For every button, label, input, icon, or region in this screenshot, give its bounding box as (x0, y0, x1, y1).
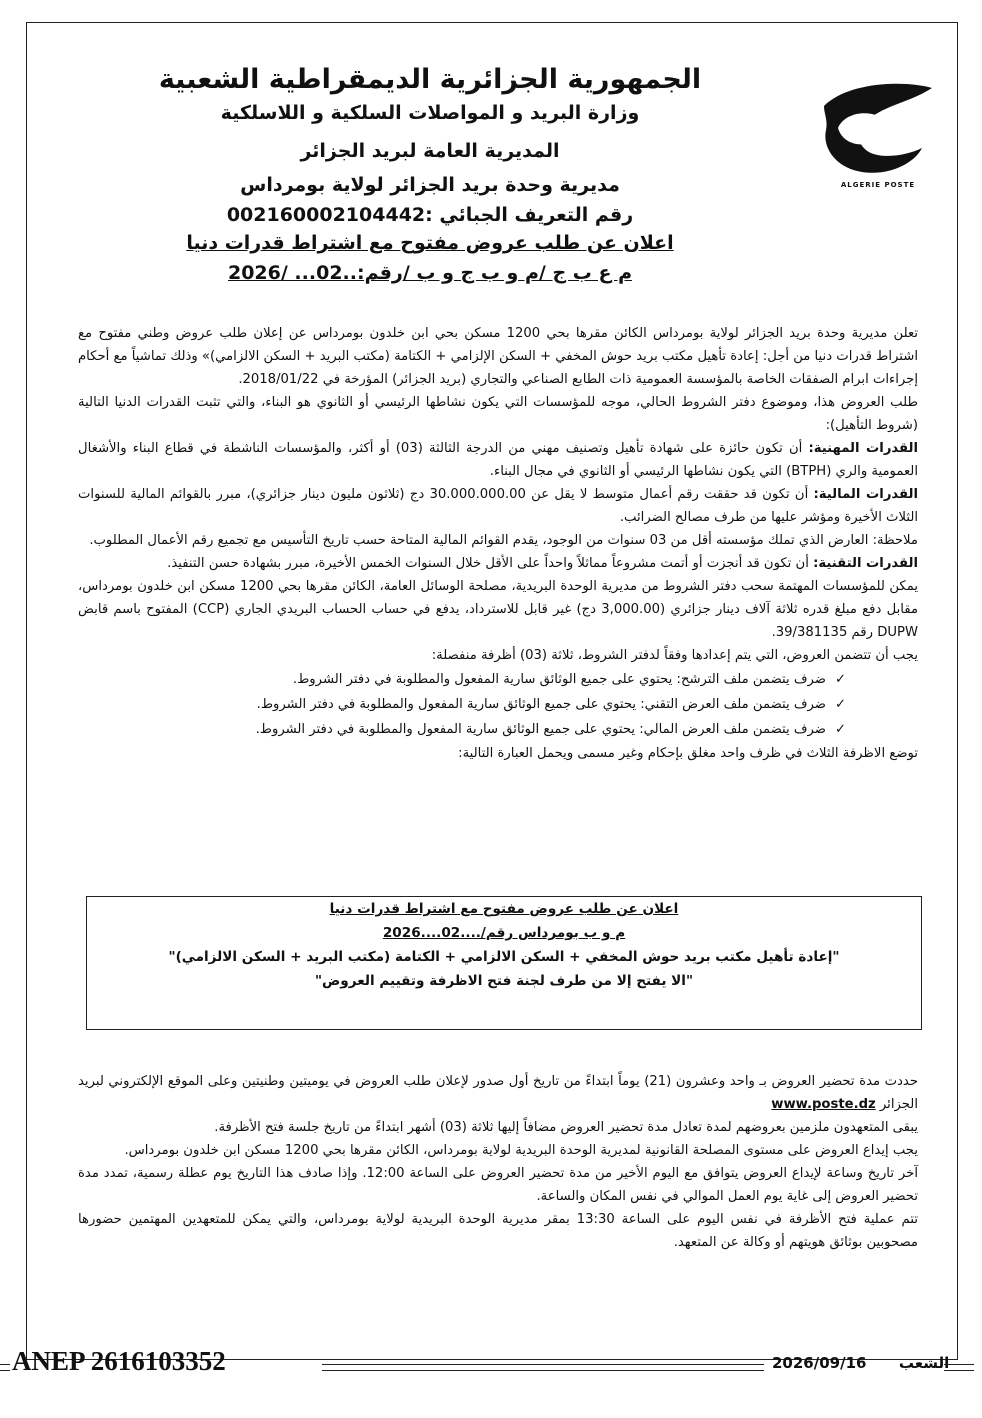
list-item (78, 717, 918, 742)
envelope-line-2: م و ب بومرداس رقم/....02....2026 (382, 925, 626, 941)
technical-capacity-label: القدرات التقنية: (813, 556, 918, 571)
directorate-general-title: المديرية العامة لبريد الجزائر (300, 140, 560, 162)
publication-date: 2026/09/16 (772, 1354, 867, 1372)
algerie-poste-logo (818, 78, 938, 198)
professional-capacity-label: القدرات المهنية: (808, 441, 919, 456)
preparation-period-paragraph (78, 1070, 918, 1116)
anep-number: ANEP 2616103352 (12, 1346, 226, 1376)
withdrawal-paragraph: يمكن للمؤسسات المهتمة سحب دفتر الشروط من مديرية الوحدة البريدية، مصلحة الوسائل العامة، الكائن مقرها بحي 1200 مسكن ابن خلدون بومرداس، مقابل دفع مبلغ قدره ثلاثة آلاف دينار جزائري (3,000.00 دج) غير قابل للاسترداد، يدفع في حساب الحساب البريدي الجاري (CCP) المفتوح باسم قابض DUPW رقم 39/381135. (78, 579, 919, 640)
check-icon: ✓ (834, 722, 846, 737)
preparation-period-text: حددت مدة تحضير العروض بـ واحد وعشرون (21) يوماً ابتداءً من تاريخ أول صدور لإعلان طلب العروض في يوميتين وطنيتين وعلى الموقع الإلكتروني لبريد الجزائر (78, 1074, 918, 1112)
check-icon: ✓ (834, 672, 846, 687)
financial-capacity-text: أن تكون قد حققت رقم أعمال متوسط لا يقل عن 30.000.000.00 دج (ثلاثون مليون دينار جزائري)، مبرر بالقوائم المالية للسنوات الثلاث الأخيرة ومؤشر عليها من طرف مصالح الضرائب. (78, 487, 918, 525)
tax-id: رقم التعريف الجبائي :002160002104442 (226, 204, 634, 226)
ministry-title: وزارة البريد و المواصلات السلكية و اللاسلكية (220, 102, 640, 124)
technical-capacity-text: أن تكون قد أنجزت أو أتمت مشروعاً مماثلاً واحداً على الأقل خلال السنوات الخمس الأخيرة، مبرر بشهادة حسن التنفيذ. (167, 556, 814, 571)
validity-paragraph: يبقى المتعهدون ملزمين بعروضهم لمدة تعادل مدة تحضير العروض مضافاً إليها ثلاثة (03) أشهر ابتداءً من تاريخ جلسة فتح الأظرفة. (214, 1120, 918, 1135)
algerie-poste-logo-icon (818, 78, 938, 182)
reference-number: م ع ب ج /م و ب ج و ب /رقم:..02... /2026 (227, 262, 632, 284)
list-item-text: ضرف يتضمن ملف الترشح: يحتوي على جميع الوثائق سارية المفعول والمطلوبة في دفتر الشروط. (292, 672, 826, 687)
directorate-title: مديرية وحدة بريد الجزائر لولاية بومرداس (240, 174, 620, 196)
technical-capacity (78, 552, 918, 575)
deposit-paragraph: يجب إيداع العروض على مستوى المصلحة القانونية لمديرية الوحدة البريدية لولاية بومرداس، الكائن مقرها بحي 1200 مسكن ابن خلدون بومرداس. (124, 1143, 918, 1158)
logo-caption: ALGERIE POSTE (840, 181, 916, 189)
footer-rule-middle (322, 1364, 764, 1371)
envelope-label-box (86, 896, 922, 1030)
publication-info (772, 1354, 949, 1372)
check-icon: ✓ (834, 697, 846, 712)
list-item-text: ضرف يتضمن ملف العرض التقني: يحتوي على جميع الوثائق سارية المفعول والمطلوبة في دفتر الشروط. (256, 697, 826, 712)
financial-capacity-label: القدرات المالية: (813, 487, 918, 502)
eligibility-paragraph: طلب العروض هذا، وموضوع دفتر الشروط الحالي، موجه للمؤسسات التي يكون نشاطها الرئيسي أو الثانوي هو البناء، والتي تثبت القدرات الدنيا التالية (شروط التأهيل): (78, 395, 918, 433)
announcement-body (78, 322, 918, 765)
opening-paragraph: تتم عملية فتح الأظرفة في نفس اليوم على الساعة 13:30 بمقر مديرية الوحدة البريدية لولاية بومرداس، والتي يمكن للمتعهدين المهتمين حضورها مصحوبين بوثائق هويتهم أو وكالة عن المتعهد. (78, 1212, 918, 1250)
list-item-text: ضرف يتضمن ملف العرض المالي: يحتوي على جميع الوثائق سارية المفعول والمطلوبة في دفتر الشروط. (255, 722, 826, 737)
envelope-line-3: "إعادة تأهيل مكتب بريد حوش المخفي + السكن الالزامي + الكتامة (مكتب البريد + السكن الالزامي)" (168, 949, 840, 965)
intro-paragraph: تعلن مديرية وحدة بريد الجزائر لولاية بومرداس الكائن مقرها بحي 1200 مسكن بحي ابن خلدون بومرداس عن إعلان طلب عروض وطني مفتوح مع اشتراط قدرات دنيا من أجل: إعادة تأهيل مكتب بريد حوش المخفي + السكن الإلزامي + الكتامة (مكتب البريد + السكن الالزامي)» وذلك تماشياً مع أحكام إجراءات ابرام الصفقات الخاصة بالمؤسسة العمومية ذات الطابع الصناعي والتجاري (بريد الجزائر) المؤرخة في 2018/01/22. (78, 326, 918, 387)
website-link[interactable]: www.poste.dz (771, 1097, 876, 1112)
note-paragraph: ملاحظة: العارض الذي تملك مؤسسته أقل من 03 سنوات من الوجود، يقدم القوائم المالية المتاحة حسب تاريخ التأسيس مع تجميع رقم الأعمال المطلوب. (89, 533, 918, 548)
deadline-paragraph: آخر تاريخ وساعة لإيداع العروض يتوافق مع اليوم الأخير من مدة تحضير العروض على الساعة 12:00. وإذا صادف هذا التاريخ يوم عطلة رسمية، تمدد مدة تحضير العروض إلى غاية يوم العمل الموالي في نفس المكان والساعة. (78, 1166, 918, 1204)
envelope-line-4: "الا يفتح إلا من طرف لجنة فتح الاظرفة وتقييم العروض" (314, 973, 694, 989)
envelopes-paragraph: يجب أن تتضمن العروض، التي يتم إعدادها وفقاً لدفتر الشروط، ثلاثة (03) أظرفة منفصلة: (431, 648, 918, 663)
financial-capacity (78, 483, 918, 529)
country-title: الجمهورية الجزائرية الديمقراطية الشعبية (158, 64, 702, 95)
list-item (78, 667, 918, 692)
envelope-checklist (78, 667, 918, 742)
professional-capacity-text: أن تكون حائزة على شهادة تأهيل وتصنيف مهني من الدرجة الثالثة (03) أو أكثر، والمؤسسات الناشطة في قطاع البناء والأشغال العمومية والري (BTPH) التي يكون نشاطها الرئيسي أو الثانوي في مجال البناء. (78, 441, 918, 479)
newspaper-name: الشعب (898, 1354, 950, 1372)
footer-rule-left (0, 1364, 10, 1371)
footer-rule-right (944, 1364, 974, 1371)
sealing-paragraph: توضع الاظرفة الثلاث في ظرف واحد مغلق بإحكام وغير مسمى ويحمل العبارة التالية: (458, 746, 918, 761)
professional-capacity (78, 437, 918, 483)
announcement-closing (78, 1070, 918, 1254)
announcement-title: اعلان عن طلب عروض مفتوح مع اشتراط قدرات دنيا (186, 232, 674, 254)
list-item (78, 692, 918, 717)
envelope-line-1: اعلان عن طلب عروض مفتوح مع اشتراط قدرات دنيا (329, 901, 679, 917)
